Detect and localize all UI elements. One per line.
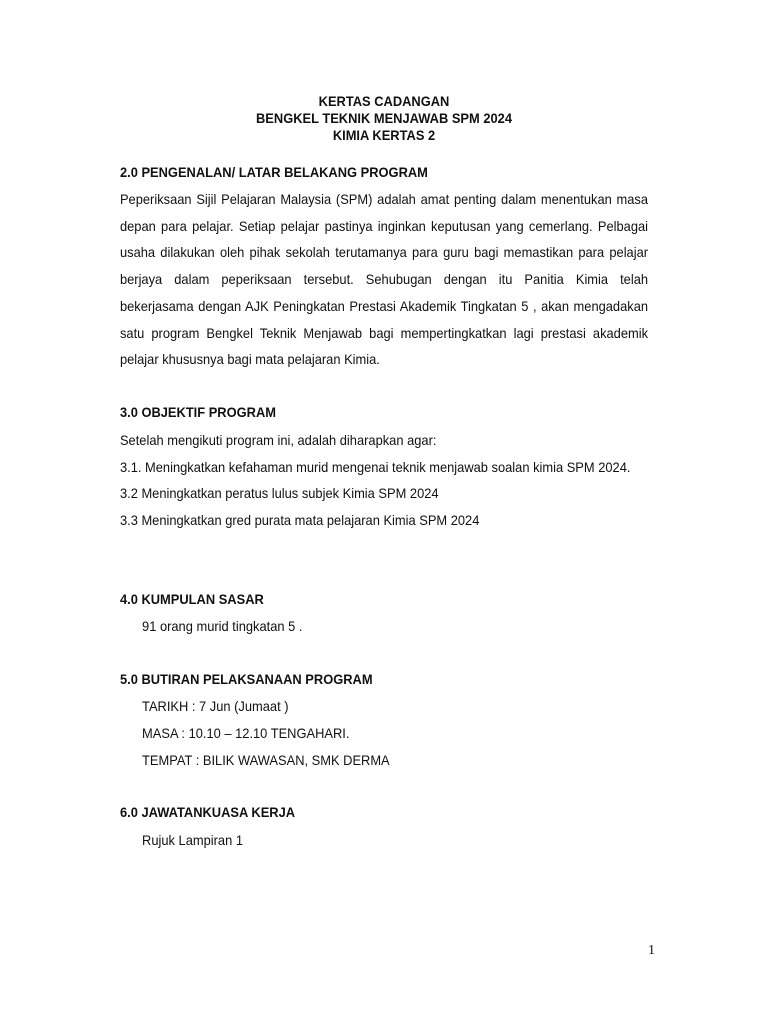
objective-item-3: 3.3 Meningkatkan gred purata mata pelajaran Kimia SPM 2024 — [119, 512, 480, 528]
section-5-tempat: TEMPAT : BILIK WAWASAN, SMK DERMA — [142, 752, 390, 768]
section-5-masa: MASA : 10.10 – 12.10 TENGAHARI. — [142, 725, 350, 741]
section-6-heading: 6.0 JAWATANKUASA KERJA — [119, 804, 296, 820]
section-6-body: Rujuk Lampiran 1 — [142, 832, 243, 848]
section-3-intro: Setelah mengikuti program ini, adalah diharapkan agar: — [119, 432, 437, 448]
section-5-heading: 5.0 BUTIRAN PELAKSANAAN PROGRAM — [119, 671, 373, 687]
section-4-body: 91 orang murid tingkatan 5 . — [142, 618, 303, 634]
document-title — [31, 93, 738, 144]
title-line-1: KERTAS CADANGAN — [318, 93, 450, 109]
page-number: 1 — [648, 943, 655, 958]
section-2-body: Peperiksaan Sijil Pelajaran Malaysia (SPM) adalah amat penting dalam menentukan masa depan para pelajar. Setiap pelajar pastinya inginkan keputusan yang cemerlang. Pelbagai usaha dilakukan oleh pihak sekolah terutamanya para guru bagi memastikan para pelajar berjaya dalam peperiksaan tersebut. Sehubugan dengan itu Panitia Kimia telah bekerjasama dengan AJK Peningkatan Prestasi Akademik Tingkatan 5 , akan mengadakan satu program Bengkel Teknik Menjawab bagi mempertingkatkan lagi prestasi akademik pelajar khususnya bagi mata pelajaran Kimia. — [119, 191, 649, 368]
section-4-heading: 4.0 KUMPULAN SASAR — [119, 591, 264, 607]
title-line-2: BENGKEL TEKNIK MENJAWAB SPM 2024 — [256, 110, 512, 126]
objective-item-2: 3.2 Meningkatkan peratus lulus subjek Kimia SPM 2024 — [119, 485, 439, 501]
title-line-3: KIMIA KERTAS 2 — [332, 127, 436, 143]
section-3-heading: 3.0 OBJEKTIF PROGRAM — [119, 404, 276, 420]
section-2-heading: 2.0 PENGENALAN/ LATAR BELAKANG PROGRAM — [119, 164, 428, 180]
document-page — [31, 0, 738, 1024]
objective-item-1: 3.1. Meningkatkan kefahaman murid mengenai teknik menjawab soalan kimia SPM 2024. — [119, 459, 631, 475]
section-5-tarikh: TARIKH : 7 Jun (Jumaat ) — [142, 698, 289, 714]
